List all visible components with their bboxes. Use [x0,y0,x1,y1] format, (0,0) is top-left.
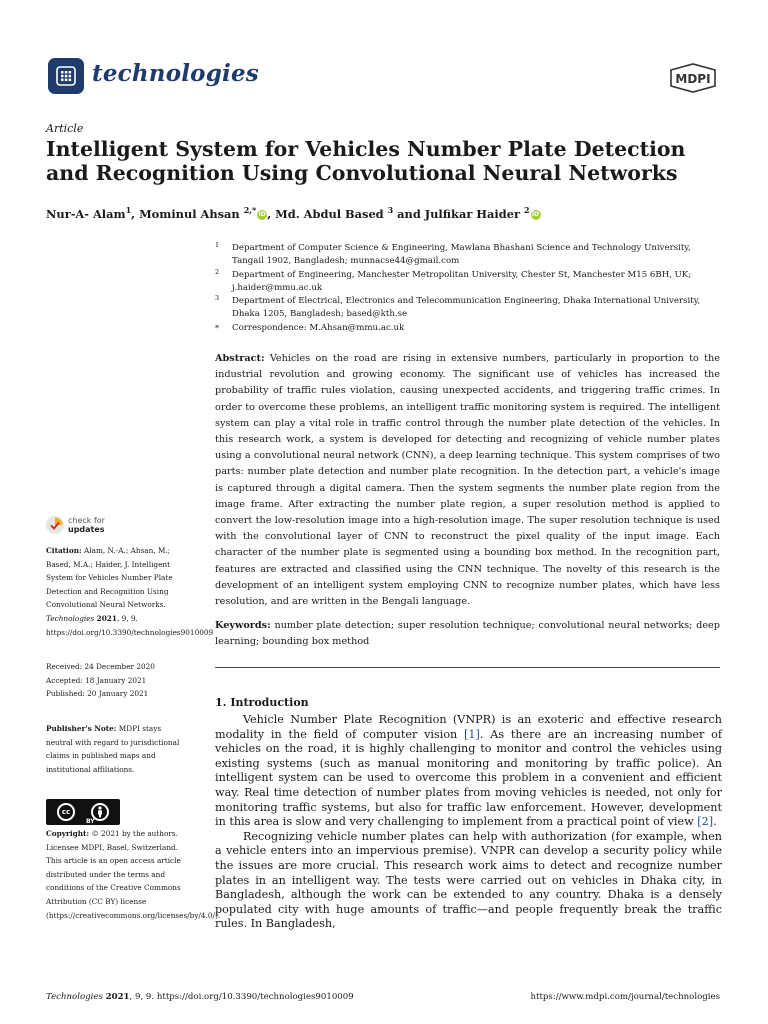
citation-link[interactable]: [1] [464,727,480,741]
check-updates-text [68,516,105,534]
author-affil: 2,* [243,205,257,215]
date-accepted: Accepted: 18 January 2021 [46,675,147,685]
cc-icon: cc [57,803,75,821]
abstract-label: Abstract: [215,353,265,364]
author-separator: , [267,206,276,221]
journal-name: technologies [92,60,259,87]
mdpi-logo [667,62,719,94]
paragraph: Recognizing vehicle number plates can help with authorization (for example, when a vehicle enters into an impervious premise). VNPR can develop a security policy while the issues are more crucial. This research work aims to detect and recognize number plates in an intelligent way. The tests were carried out on vehicles in Dhaka city, in Bangladesh, although the work can be extended to any country. Dhaka is a densely populated city with huge amounts of traffic—and people frequently break the traffic rules. In Bangladesh, [215,829,722,931]
copyright-label: Copyright: [46,829,90,838]
author-separator: , [131,206,140,221]
abstract [215,351,720,610]
paper-title: Intelligent System for Vehicles Number Plate Detection and Recognition Using Convolutional Neural Networks [46,137,686,185]
footer-journal: Technologies [46,992,103,1002]
author-name: Julfikar Haider [424,206,520,221]
check-updates-line: check for [68,516,105,525]
cc-by-license-badge[interactable] [46,799,120,825]
journal-logo-icon [54,64,78,88]
copyright-text: © 2021 by the authors. Licensee MDPI, Basel, Switzerland. This article is an open access article distributed under the terms and conditions of the Creative Commons Attribution (CC BY) license (https://creativecommons.org/licenses/by/4.0/). [46,829,221,920]
author-affil: 2 [523,205,530,215]
check-for-updates[interactable] [46,516,105,534]
affiliation-text: Department of Computer Science & Engineering, Mawlana Bhashani Science and Technology University, Tangail 1902, Bangladesh; munnacse44@gmail.com [232,243,691,267]
dates-block [46,660,188,701]
author-separator: and [393,206,425,221]
author-name: Md. Abdul Based [275,206,384,221]
keywords-text: number plate detection; super resolution technique; convolutional neural networks; deep learning; bounding box method [215,620,720,648]
paragraph-text: . As there are an increasing number of vehicles on the road, it is highly challenging to monitor and control the vehicles using existing systems (such as manual monitoring and monitoring by traffic police). An intelligent system can be used to overcome this problem in a convenient and efficient way. Real time detection of number plates from moving vehicles is needed, not only for monitoring traffic systems, but also for traffic law enforcement. However, development in this area is slow and very challenging to implement from a practical point of view [215,727,722,829]
affiliations [215,242,720,335]
by-label: BY [86,818,95,825]
affiliation-text: Department of Electrical, Electronics and Telecommunication Engineering, Dhaka International University, Dhaka 1205, Bangladesh; based@kth.se [232,296,701,320]
citation-block [46,544,214,639]
divider [215,667,720,668]
citation-journal: Technologies [46,613,95,623]
affiliation-item [215,295,720,322]
affiliation-number: 3 [215,294,220,303]
affiliation-text: Department of Engineering, Manchester Metropolitan University, Chester St, Manchester M15 6BH, UK; j.haider@mmu.ac.uk [232,269,692,293]
footer-year: 2021 [105,992,130,1002]
check-updates-line: updates [68,525,105,534]
citation-details[interactable]: , 9, 9. https://doi.org/10.3390/technologies9010009 [46,613,214,637]
publisher-note [46,722,188,776]
citation-year: 2021 [96,613,117,623]
paragraph-text: Vehicle Number Plate Recognition (VNPR) is an exoteric and effective research modality in the field of computer vision [215,713,722,741]
footer-citation [46,992,354,1002]
keywords [215,618,720,650]
abstract-text: Vehicles on the road are rising in extensive numbers, particularly in proportion to the industrial revolution and growing economy. The significant use of vehicles has increased the probability of traffic rules violation, causing unexpected accidents, and triggering traffic crimes. In order to overcome these problems, an intelligent traffic monitoring system is required. The intelligent system can play a vital role in traffic control through the number plate detection of the vehicles. In this research work, a system is developed for detecting and recognizing of vehicle number plates using a convolutional neural network (CNN), a deep learning technique. This system comprises of two parts: number plate detection and number plate recognition. In the detection part, a vehicle's image is captured through a digital camera. Then the system segments the number plate region from the image frame. After extracting the number plate region, a super resolution method is applied to convert the low-resolution image into a high-resolution image. The super resolution technique is used with the convolutional layer of CNN to reconstruct the pixel quality of the input image. Each character of the number plate is segmented using a bounding box method. In the recognition part, features are extracted and classified using the CNN technique. The novelty of this research is the development of an intelligent system employing CNN to recognize number plates, which have less resolution, and are written in the Bengali language. [215,353,720,608]
author-name: Mominul Ahsan [139,206,240,221]
author-affil: 1 [125,205,132,215]
affiliation-item [215,269,720,296]
footer-journal-url[interactable]: https://www.mdpi.com/journal/technologies [530,992,720,1002]
citation-link[interactable]: [2] [697,815,714,829]
affiliation-number: 1 [215,241,220,249]
mdpi-logo-text: MDPI [675,72,711,86]
affiliation-item [215,242,720,269]
author-affil: 3 [387,205,394,215]
citation-text: Alam, N.-A.; Ahsan, M.; Based, M.A.; Haider, J. Intelligent System for Vehicles Number Plate Detection and Recognition Using Convolutional Neural Networks. [46,546,173,610]
keywords-label: Keywords: [215,620,271,631]
paragraph [215,713,722,830]
affiliation-number: 2 [215,267,220,276]
section-body [215,713,722,932]
publisher-note-label: Publisher's Note: [46,724,117,733]
check-updates-icon [46,516,64,534]
date-received: Received: 24 December 2020 [46,662,155,671]
orcid-icon[interactable]: iD [258,210,266,218]
footer-doi[interactable]: , 9, 9. https://doi.org/10.3390/technologies9010009 [129,992,354,1002]
copyright-block [46,827,221,922]
affiliation-number: * [215,323,219,333]
article-type: Article [46,122,84,135]
author-name: Nur-A- Alam [46,206,126,221]
orcid-icon[interactable]: iD [531,210,540,218]
journal-logo [48,58,84,94]
affiliation-item [215,322,720,335]
date-published: Published: 20 January 2021 [46,689,149,699]
author-list [46,205,541,221]
section-heading: 1. Introduction [215,696,309,709]
paragraph-text: . [713,815,717,829]
publisher-note-text: MDPI stays neutral with regard to jurisdictional claims in published maps and institutional affiliations. [46,724,180,774]
affiliation-text: Correspondence: M.Ahsan@mmu.ac.uk [232,322,405,333]
citation-label: Citation: [46,546,82,555]
